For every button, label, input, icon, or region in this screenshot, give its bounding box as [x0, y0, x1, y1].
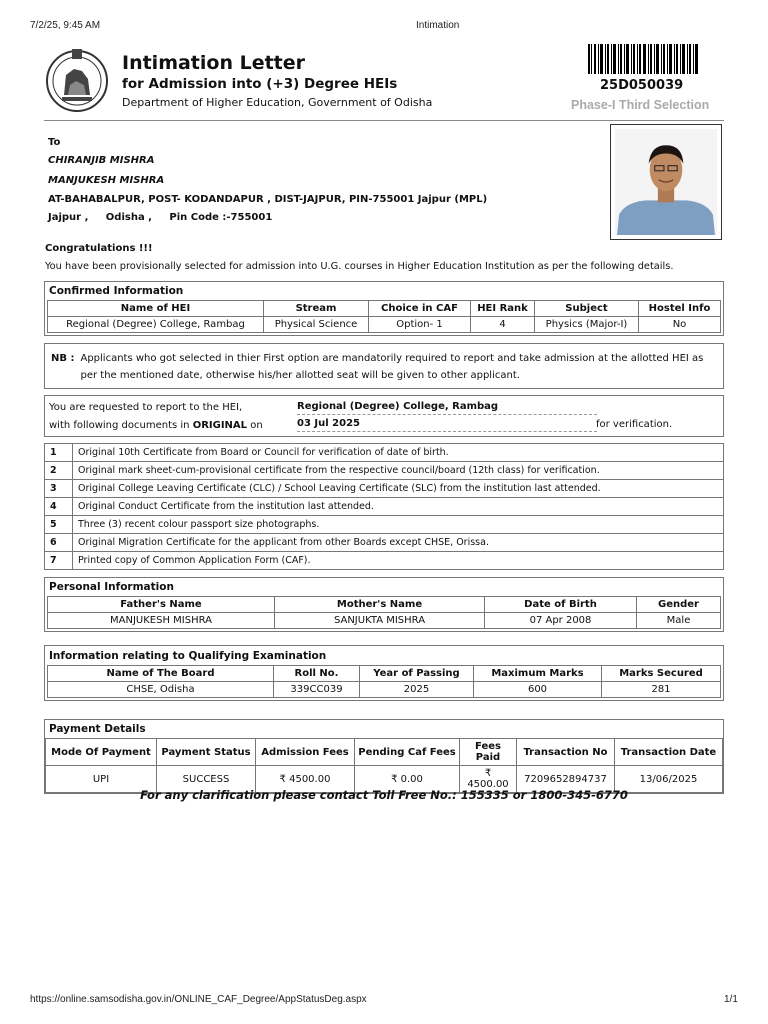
table-row: [48, 613, 721, 629]
table-cell: Physical Science: [264, 317, 369, 333]
report-line2-post: on: [250, 420, 263, 431]
report-hei-name: Regional (Degree) College, Rambag: [297, 401, 597, 415]
report-original: ORIGINAL: [192, 420, 248, 431]
list-item: [45, 444, 724, 462]
col-header: HEI Rank: [471, 301, 535, 317]
print-datetime: 7/2/25, 9:45 AM: [30, 20, 101, 31]
header-divider: [44, 120, 724, 121]
col-header: Year of Passing: [360, 666, 474, 682]
table-cell: Male: [637, 613, 721, 629]
selection-message: You have been provisionally selected for admission into U.G. courses in Higher Education Institution as per the following details.: [45, 261, 674, 272]
doc-num: 2: [45, 462, 73, 480]
col-header: Choice in CAF: [369, 301, 471, 317]
print-page-count: 1/1: [724, 994, 738, 1005]
table-cell: 7209652894737: [517, 766, 615, 793]
list-item: [45, 552, 724, 570]
table-cell: 13/06/2025: [615, 766, 723, 793]
table-cell: ₹ 0.00: [355, 766, 460, 793]
col-header: Fees Paid: [460, 739, 517, 766]
col-header: Name of HEI: [48, 301, 264, 317]
col-header: Mode Of Payment: [46, 739, 157, 766]
confirmed-info-section: [44, 281, 724, 336]
doc-text: Printed copy of Common Application Form (CAF).: [73, 552, 724, 570]
table-cell: Physics (Major-I): [535, 317, 639, 333]
report-line2-pre: with following documents in: [49, 420, 190, 431]
doc-text: Original College Leaving Certificate (CLC) / School Leaving Certificate (SLC) from the institution last attended.: [73, 480, 724, 498]
col-header: Admission Fees: [256, 739, 355, 766]
doc-text: Original 10th Certificate from Board or Council for verification of date of birth.: [73, 444, 724, 462]
col-header: Transaction No: [517, 739, 615, 766]
col-header: Maximum Marks: [474, 666, 602, 682]
table-cell: CHSE, Odisha: [48, 682, 274, 698]
report-date: 03 Jul 2025: [297, 418, 597, 432]
doc-num: 7: [45, 552, 73, 570]
table-cell: ₹ 4500.00: [256, 766, 355, 793]
table-cell: Option- 1: [369, 317, 471, 333]
doc-num: 3: [45, 480, 73, 498]
payment-section: [44, 719, 724, 794]
col-header: Hostel Info: [639, 301, 721, 317]
applicant-photo: [610, 124, 722, 240]
col-header: Stream: [264, 301, 369, 317]
payment-table: [45, 738, 723, 793]
list-item: [45, 516, 724, 534]
col-header: Payment Status: [157, 739, 256, 766]
col-header: Father's Name: [48, 597, 275, 613]
table-cell: SANJUKTA MISHRA: [275, 613, 485, 629]
print-url: https://online.samsodisha.gov.in/ONLINE_CAF_Degree/AppStatusDeg.aspx: [30, 994, 367, 1005]
col-header: Date of Birth: [485, 597, 637, 613]
col-header: Roll No.: [274, 666, 360, 682]
table-row: [48, 682, 721, 698]
doc-num: 4: [45, 498, 73, 516]
documents-list: [44, 443, 724, 570]
confirmed-info-title: Confirmed Information: [49, 285, 184, 297]
odisha-emblem-icon: [44, 45, 110, 115]
department-name: Department of Higher Education, Government of Odisha: [122, 96, 433, 109]
address-line1: AT-BAHABALPUR, POST- KODANDAPUR , DIST-JAJPUR, PIN-755001 Jajpur (MPL): [48, 194, 488, 205]
report-line2: [49, 420, 263, 431]
toll-free-note: For any clarification please contact Toll Free No.: 155335 or 1800-345-6770: [140, 788, 628, 802]
table-cell: 281: [602, 682, 721, 698]
letter-subtitle: for Admission into (+3) Degree HEIs: [122, 76, 398, 92]
report-line1: You are requested to report to the HEI,: [49, 402, 243, 413]
applicant-name: CHIRANJIB MISHRA: [48, 155, 155, 166]
col-header: Mother's Name: [275, 597, 485, 613]
col-header: Pending Caf Fees: [355, 739, 460, 766]
personal-info-section: [44, 577, 724, 632]
qualifying-exam-table: [47, 665, 721, 698]
table-cell: ₹ 4500.00: [460, 766, 517, 793]
qualifying-exam-title: Information relating to Qualifying Examination: [49, 650, 327, 662]
col-header: Marks Secured: [602, 666, 721, 682]
report-section: [44, 395, 724, 437]
doc-num: 1: [45, 444, 73, 462]
table-row: [48, 317, 721, 333]
table-cell: SUCCESS: [157, 766, 256, 793]
list-item: [45, 534, 724, 552]
address-line2: Jajpur , Odisha , Pin Code :-755001: [48, 212, 273, 223]
table-cell: 600: [474, 682, 602, 698]
col-header: Transaction Date: [615, 739, 723, 766]
table-cell: 339CC039: [274, 682, 360, 698]
nb-notice: [44, 343, 724, 389]
table-cell: MANJUKESH MISHRA: [48, 613, 275, 629]
doc-text: Original Migration Certificate for the applicant from other Boards except CHSE, Orissa.: [73, 534, 724, 552]
qualifying-exam-section: [44, 645, 724, 701]
col-header: Subject: [535, 301, 639, 317]
table-cell: 2025: [360, 682, 474, 698]
table-cell: 4: [471, 317, 535, 333]
table-cell: UPI: [46, 766, 157, 793]
nb-text: Applicants who got selected in thier First option are mandatorily required to report and take admission at the allotted HEI as per the mentioned date, otherwise his/her allotted seat will be given to other applicant.: [80, 353, 704, 381]
barcode-icon: [588, 44, 698, 74]
confirmed-info-table: [47, 300, 721, 333]
doc-num: 5: [45, 516, 73, 534]
print-page-title: Intimation: [416, 20, 460, 31]
selection-phase: Phase-I Third Selection: [571, 98, 710, 112]
to-label: To: [48, 137, 61, 148]
table-cell: 07 Apr 2008: [485, 613, 637, 629]
doc-text: Original Conduct Certificate from the institution last attended.: [73, 498, 724, 516]
col-header: Gender: [637, 597, 721, 613]
list-item: [45, 462, 724, 480]
table-cell: Regional (Degree) College, Rambag: [48, 317, 264, 333]
report-suffix: for verification.: [596, 419, 673, 430]
letter-title: Intimation Letter: [122, 52, 306, 74]
doc-text: Three (3) recent colour passport size photographs.: [73, 516, 724, 534]
col-header: Name of The Board: [48, 666, 274, 682]
doc-text: Original mark sheet-cum-provisional certificate from the respective council/board (12th class) for verification.: [73, 462, 724, 480]
payment-title: Payment Details: [49, 723, 146, 735]
personal-info-table: [47, 596, 721, 629]
list-item: [45, 498, 724, 516]
doc-num: 6: [45, 534, 73, 552]
table-cell: No: [639, 317, 721, 333]
barcode-id: 25D050039: [600, 78, 684, 93]
guardian-name: MANJUKESH MISHRA: [48, 175, 165, 186]
nb-label: NB :: [51, 353, 75, 364]
list-item: [45, 480, 724, 498]
personal-info-title: Personal Information: [49, 581, 174, 593]
congrats-text: Congratulations !!!: [45, 243, 153, 254]
